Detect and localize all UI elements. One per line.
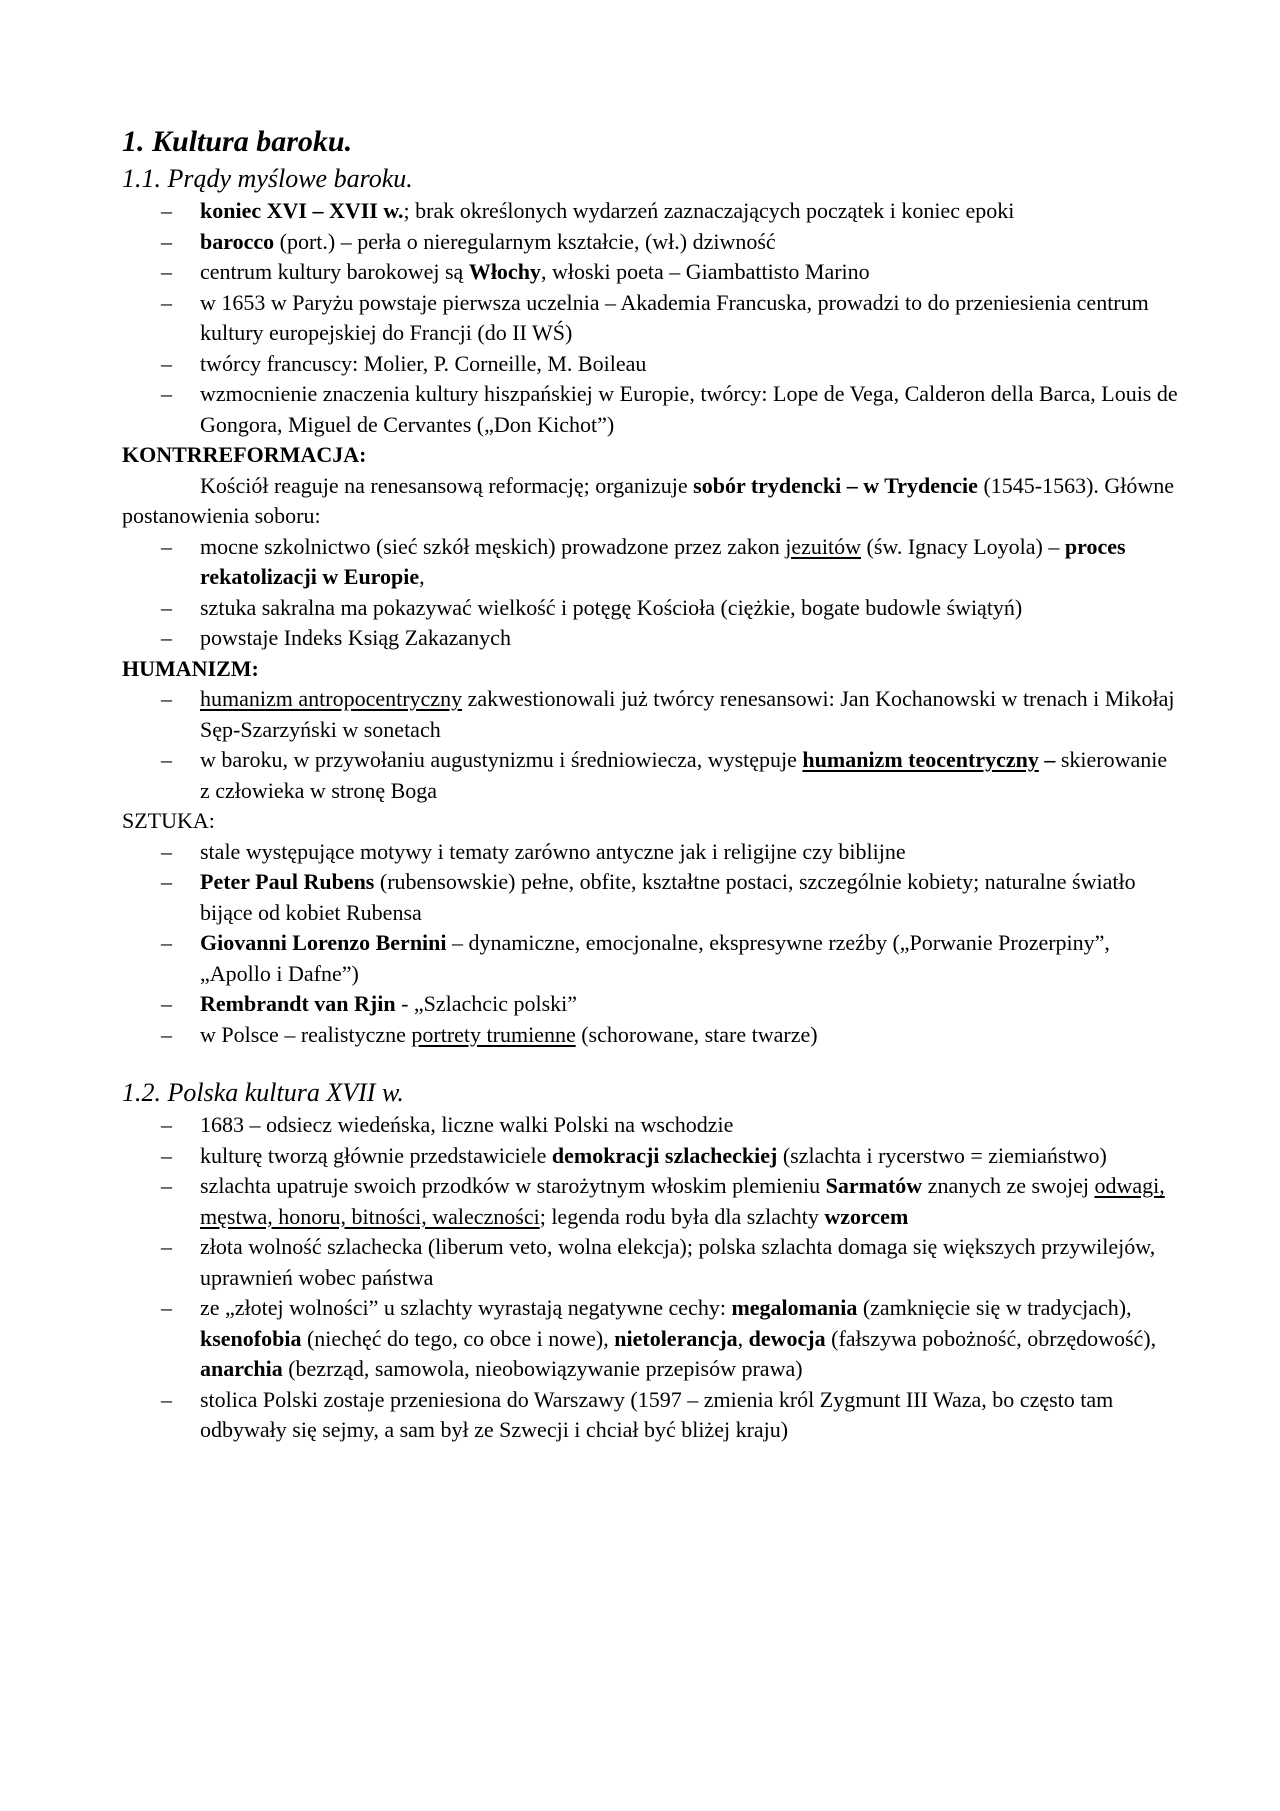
dash-marker: – [161,198,172,223]
list-item: – koniec XVI – XVII w.; brak określonych wydarzeń zaznaczających początek i koniec epoki [122,196,1182,227]
dash-marker: – [161,838,172,864]
list-item: – wzmocnienie znaczenia kultury hiszpańskiej w Europie, twórcy: Lope de Vega, Calderon della Barca, Louis de Gongora, Miguel de Cervantes („Don Kichot”) [161,381,1178,437]
dash-marker: – [161,991,172,1016]
kontrreformacja-paragraph: Kościół reaguje na renesansową reformację; organizuje sobór trydencki – w Trydencie (1545-1563). Główne postanowienia soboru: [122,472,1175,528]
list-item: – złota wolność szlachecka (liberum veto, wolna elekcja); polska szlachta domaga się większych przywilejów, uprawnień wobec państwa [161,1234,1156,1290]
list-item: – 1683 – odsiecz wiedeńska, liczne walki Polski na wschodzie [122,1110,1182,1141]
dash-marker: – [161,289,172,315]
section-1-heading: 1.1. Prądy myślowe baroku. [122,164,413,193]
list-item: – stale występujące motywy i tematy zarówno antyczne jak i religijne czy biblijne [122,837,1182,868]
dash-marker: – [161,533,172,559]
list-item: – sztuka sakralna ma pokazywać wielkość i potęgę Kościoła (ciężkie, bogate budowle świątyń) [122,593,1182,624]
list-item: – Peter Paul Rubens (rubensowskie) pełne, obfite, kształtne postaci, szczególnie kobiety; naturalne światło bijące od kobiet Rubensa [161,869,1136,925]
list-item: – centrum kultury barokowej są Włochy, włoski poeta – Giambattisto Marino [122,257,1182,288]
list-item: – humanizm antropocentryczny zakwestionowali już twórcy renesansowi: Jan Kochanowski w trenach i Mikołaj Sęp-Szarzyński w sonetach [161,686,1175,742]
dash-marker: – [161,869,172,894]
dash-marker: – [161,625,172,650]
dash-marker: – [161,1295,172,1320]
sztuka-list [122,837,1182,1051]
dash-marker: – [161,1142,172,1168]
humanizm-list [122,684,1182,806]
section-1-list [122,196,1182,440]
list-item: – w Polsce – realistyczne portrety trumienne (schorowane, stare twarze) [122,1020,1182,1051]
list-item: – powstaje Indeks Ksiąg Zakazanych [122,623,1182,654]
list-item: – Rembrandt van Rjin - „Szlachcic polski” [122,989,1182,1020]
list-item: – Giovanni Lorenzo Bernini – dynamiczne, emocjonalne, ekspresywne rzeźby („Porwanie Prozerpiny”, „Apollo i Dafne”) [161,930,1110,986]
dash-marker: – [161,747,172,772]
list-item: – stolica Polski zostaje przeniesiona do Warszawy (1597 – zmienia król Zygmunt III Waza, bo często tam odbywały się sejmy, a sam był ze Szwecji i chciał być bliżej kraju) [161,1386,1114,1442]
list-item: – kulturę tworzą głównie przedstawiciele demokracji szlacheckiej (szlachta i rycerstwo = ziemiaństwo) [122,1141,1182,1172]
section-2-heading: 1.2. Polska kultura XVII w. [122,1078,404,1107]
dash-marker: – [161,930,172,955]
dash-marker: – [161,594,172,620]
humanizm-heading: HUMANIZM: [122,655,259,681]
kontrreformacja-heading: KONTRREFORMACJA: [122,442,367,467]
sztuka-heading: SZTUKA: [122,808,215,833]
document-content [122,122,1182,1446]
section-2-list [122,1110,1182,1446]
dash-marker: – [161,1234,172,1259]
dash-marker: – [161,1112,172,1137]
dash-marker: – [161,259,172,284]
dash-marker: – [161,686,172,711]
list-item: – barocco (port.) – perła o nieregularnym kształcie, (wł.) dziwność [122,227,1182,258]
dash-marker: – [161,1386,172,1412]
list-item: – w 1653 w Paryżu powstaje pierwsza uczelnia – Akademia Francuska, prowadzi to do przeniesienia centrum kultury europejskiej do Francji (do II WŚ) [161,289,1149,345]
dash-marker: – [161,1173,172,1198]
dash-marker: – [161,350,172,376]
list-item: – w baroku, w przywołaniu augustynizmu i średniowiecza, występuje humanizm teocentryczny – skierowanie z człowieka w stronę Boga [161,747,1168,803]
chapter-title: 1. Kultura baroku. [122,125,353,158]
kontrreformacja-list [122,532,1182,654]
list-item: – ze „złotej wolności” u szlachty wyrastają negatywne cechy: megalomania (zamknięcie się w tradycjach), ksenofobia (niechęć do tego, co obce i nowe), nietolerancja, dewocja (fałszywa pobożność, obrzędowość), anarchia (bezrząd, samowola, nieobowiązywanie przepisów prawa) [161,1295,1157,1381]
dash-marker: – [161,381,172,406]
list-item: – szlachta upatruje swoich przodków w starożytnym włoskim plemieniu Sarmatów znanych ze swojej odwagi, męstwa, honoru, bitności, waleczności; legenda rodu była dla szlachty wzorcem [161,1173,1165,1229]
list-item: – twórcy francuscy: Molier, P. Corneille, M. Boileau [122,349,1182,380]
list-item: – mocne szkolnictwo (sieć szkół męskich) prowadzone przez zakon jezuitów (św. Ignacy Loyola) – proces rekatolizacji w Europie, [161,533,1126,589]
dash-marker: – [161,1021,172,1047]
dash-marker: – [161,228,172,254]
